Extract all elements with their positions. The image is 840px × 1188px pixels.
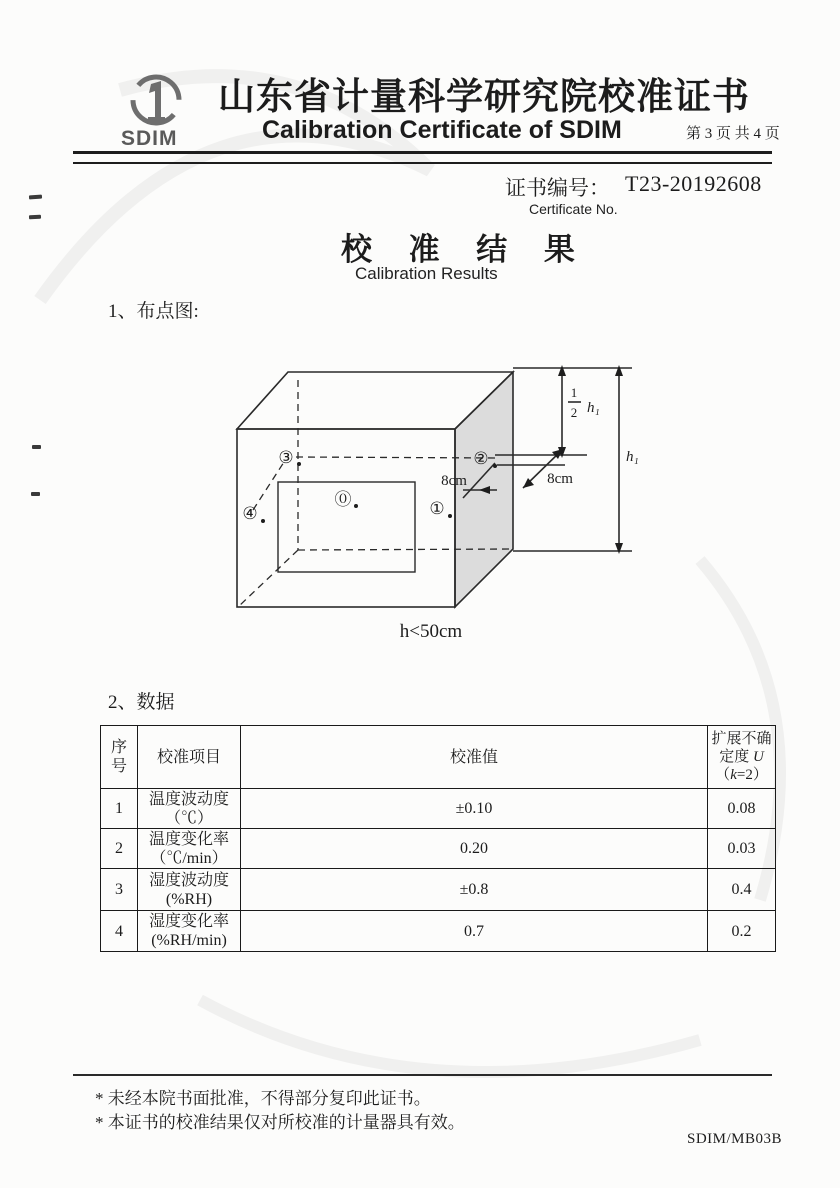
row-no: 3 (101, 869, 138, 911)
calibration-data-table (100, 725, 776, 952)
results-title-cn: 校 准 结 果 (341, 232, 589, 267)
results-title-en: Calibration Results (355, 264, 498, 283)
half-height-variable: h₁ (587, 400, 600, 416)
table-row (101, 869, 776, 911)
row-value: ±0.10 (241, 789, 708, 829)
certificate-no-value: T23-20192608 (625, 171, 762, 196)
header-title-cn: 山东省计量科学研究院校准证书 (218, 77, 750, 118)
table-row (101, 789, 776, 829)
row-item: 湿度波动度 (%RH) (138, 869, 241, 911)
row-no: 2 (101, 829, 138, 869)
point-2-marker: ② (473, 449, 489, 468)
footnote-1: * 未经本院书面批准，不得部分复印此证书。 (95, 1089, 431, 1108)
header-rule (73, 151, 772, 164)
row-no: 4 (101, 911, 138, 952)
page-indicator: 第 3 页 共 4 页 (686, 126, 780, 142)
row-value: ±0.8 (241, 869, 708, 911)
logo-wordmark: SDIM (121, 127, 178, 150)
row-item: 温度变化率 （℃/min） (138, 829, 241, 869)
row-uncertainty: 0.03 (708, 829, 776, 869)
section2-label: 2、数据 (108, 692, 175, 713)
diagram-caption: h<50cm (399, 621, 463, 642)
certificate-no-label-cn: 证书编号： (505, 176, 610, 200)
layout-diagram (200, 345, 670, 655)
sdim-logo-icon (118, 72, 194, 132)
point-4-marker: ④ (242, 504, 258, 523)
table-row (101, 911, 776, 952)
header-uncertainty: 扩展不确 定度 U （k=2） (708, 726, 776, 789)
certificate-no-label-en: Certificate No. (529, 201, 618, 217)
header-title-en: Calibration Certificate of SDIM (262, 116, 622, 144)
footnote-2: * 本证书的校准结果仅对所校准的计量器具有效。 (95, 1113, 465, 1132)
point-3-marker: ③ (278, 448, 294, 467)
row-uncertainty: 0.2 (708, 911, 776, 952)
row-value: 0.7 (241, 911, 708, 952)
table-row (101, 829, 776, 869)
row-uncertainty: 0.08 (708, 789, 776, 829)
row-value: 0.20 (241, 829, 708, 869)
dim-8cm-outer-label: 8cm (547, 471, 573, 487)
header-value: 校准值 (241, 726, 708, 789)
row-item: 温度波动度 （℃） (138, 789, 241, 829)
table-header-row (101, 726, 776, 789)
point-0-marker: ⓪ (334, 490, 352, 509)
scan-speck (29, 215, 41, 220)
half-height-numerator: 1 (570, 385, 578, 400)
section1-label: 1、布点图: (108, 301, 199, 322)
header-no: 序 号 (101, 726, 138, 789)
scan-speck (32, 445, 41, 449)
header-item: 校准项目 (138, 726, 241, 789)
dim-8cm-inner-label: 8cm (441, 473, 467, 489)
half-height-denominator: 2 (570, 405, 578, 420)
row-no: 1 (101, 789, 138, 829)
row-uncertainty: 0.4 (708, 869, 776, 911)
scan-speck (31, 492, 40, 496)
footer-rule (73, 1074, 772, 1076)
row-item: 湿度变化率 (%RH/min) (138, 911, 241, 952)
form-code: SDIM/MB03B (687, 1131, 783, 1147)
point-1-marker: ① (429, 499, 445, 518)
full-height-variable: h₁ (626, 449, 639, 465)
